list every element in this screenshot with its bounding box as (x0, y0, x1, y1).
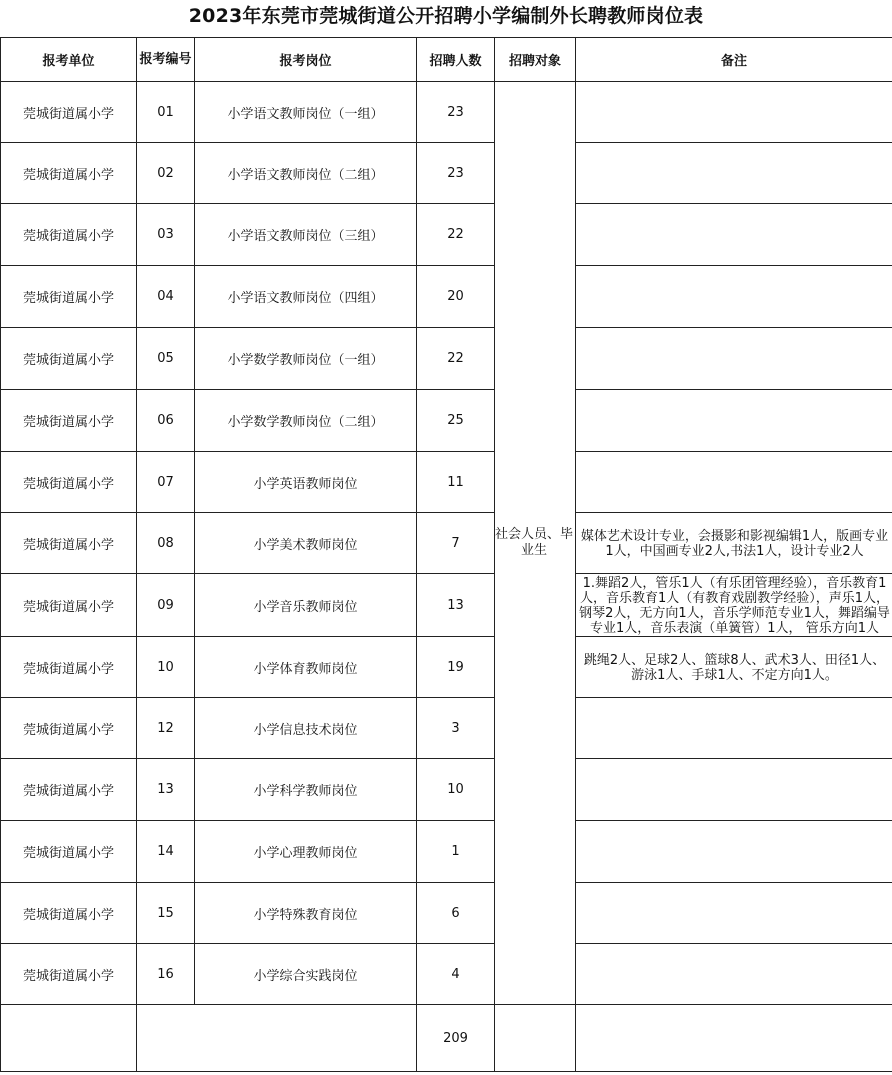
table-row (1, 266, 892, 328)
total-cell-unit (1, 1005, 137, 1072)
cell-remark (576, 821, 892, 883)
cell-remark (576, 82, 892, 143)
table-row (1, 637, 892, 698)
cell-code: 10 (137, 637, 195, 698)
cell-unit: 莞城街道属小学 (1, 390, 137, 452)
cell-unit: 莞城街道属小学 (1, 204, 137, 266)
table-row (1, 883, 892, 944)
cell-remark (576, 328, 892, 390)
cell-unit: 莞城街道属小学 (1, 637, 137, 698)
cell-remark (576, 266, 892, 328)
table-body (1, 82, 892, 1072)
cell-code: 14 (137, 821, 195, 883)
cell-unit: 莞城街道属小学 (1, 759, 137, 821)
cell-count: 23 (417, 143, 495, 204)
cell-code: 08 (137, 513, 195, 574)
cell-unit: 莞城街道属小学 (1, 944, 137, 1005)
cell-remark (576, 698, 892, 759)
cell-unit: 莞城街道属小学 (1, 821, 137, 883)
table-row (1, 204, 892, 266)
cell-count: 22 (417, 204, 495, 266)
positions-table (0, 37, 892, 1072)
table-row (1, 328, 892, 390)
table-row (1, 574, 892, 637)
cell-position: 小学语文教师岗位（三组） (195, 204, 417, 266)
cell-position: 小学科学教师岗位 (195, 759, 417, 821)
header-remarks: 备注 (576, 38, 892, 82)
cell-remark: 1.舞蹈2人，管乐1人（有乐团管理经验），音乐教育1人，音乐教育1人（有教育戏剧教学经验），声乐1人，钢琴2人，无方向1人，音乐学师范专业1人，舞蹈编导专业1人，音乐表演（单簧管）1人， 管乐方向1人 (576, 574, 892, 637)
cell-unit: 莞城街道属小学 (1, 143, 137, 204)
cell-remark: 媒体艺术设计专业，会摄影和影视编辑1人，版画专业1人，中国画专业2人,书法1人，设计专业2人 (576, 513, 892, 574)
cell-count: 23 (417, 82, 495, 143)
cell-count: 20 (417, 266, 495, 328)
cell-position: 小学音乐教师岗位 (195, 574, 417, 637)
table-row (1, 143, 892, 204)
header-count: 招聘人数 (417, 38, 495, 82)
cell-position: 小学语文教师岗位（一组） (195, 82, 417, 143)
cell-position: 小学信息技术岗位 (195, 698, 417, 759)
cell-position: 小学体育教师岗位 (195, 637, 417, 698)
cell-code: 01 (137, 82, 195, 143)
header-code: 报考编号 (137, 38, 195, 82)
cell-position: 小学英语教师岗位 (195, 452, 417, 513)
cell-position: 小学特殊教育岗位 (195, 883, 417, 944)
header-position: 报考岗位 (195, 38, 417, 82)
cell-count: 19 (417, 637, 495, 698)
cell-unit: 莞城街道属小学 (1, 82, 137, 143)
cell-position: 小学美术教师岗位 (195, 513, 417, 574)
table-row (1, 698, 892, 759)
cell-remark: 跳绳2人、足球2人、篮球8人、武术3人、田径1人、游泳1人、手球1人、不定方向1人。 (576, 637, 892, 698)
cell-count: 7 (417, 513, 495, 574)
table-row (1, 82, 892, 143)
cell-count: 22 (417, 328, 495, 390)
cell-remark (576, 390, 892, 452)
header-unit: 报考单位 (1, 38, 137, 82)
cell-position: 小学数学教师岗位（二组） (195, 390, 417, 452)
cell-code: 07 (137, 452, 195, 513)
cell-count: 25 (417, 390, 495, 452)
total-cell-target (495, 1005, 576, 1072)
cell-remark (576, 944, 892, 1005)
table-row (1, 821, 892, 883)
total-cell-code-position (137, 1005, 417, 1072)
table-row (1, 759, 892, 821)
cell-count: 10 (417, 759, 495, 821)
cell-position: 小学心理教师岗位 (195, 821, 417, 883)
cell-position: 小学数学教师岗位（一组） (195, 328, 417, 390)
cell-code: 16 (137, 944, 195, 1005)
header-target: 招聘对象 (495, 38, 576, 82)
page-title: 2023年东莞市莞城街道公开招聘小学编制外长聘教师岗位表 (188, 5, 704, 27)
total-cell-remark (576, 1005, 892, 1072)
cell-code: 13 (137, 759, 195, 821)
cell-target: 社会人员、毕业生 (495, 82, 576, 1005)
cell-code: 03 (137, 204, 195, 266)
cell-code: 04 (137, 266, 195, 328)
header-row (1, 38, 892, 82)
cell-unit: 莞城街道属小学 (1, 574, 137, 637)
cell-code: 06 (137, 390, 195, 452)
cell-code: 15 (137, 883, 195, 944)
cell-count: 11 (417, 452, 495, 513)
table-row (1, 390, 892, 452)
cell-code: 02 (137, 143, 195, 204)
cell-unit: 莞城街道属小学 (1, 883, 137, 944)
total-row (1, 1005, 892, 1072)
table-row (1, 452, 892, 513)
cell-count: 6 (417, 883, 495, 944)
cell-count: 3 (417, 698, 495, 759)
cell-position: 小学语文教师岗位（二组） (195, 143, 417, 204)
cell-remark (576, 204, 892, 266)
cell-remark (576, 759, 892, 821)
cell-count: 13 (417, 574, 495, 637)
cell-code: 05 (137, 328, 195, 390)
cell-unit: 莞城街道属小学 (1, 266, 137, 328)
cell-unit: 莞城街道属小学 (1, 452, 137, 513)
cell-code: 12 (137, 698, 195, 759)
cell-position: 小学语文教师岗位（四组） (195, 266, 417, 328)
cell-code: 09 (137, 574, 195, 637)
cell-count: 1 (417, 821, 495, 883)
total-cell-count: 209 (417, 1005, 495, 1072)
cell-unit: 莞城街道属小学 (1, 698, 137, 759)
cell-remark (576, 143, 892, 204)
cell-count: 4 (417, 944, 495, 1005)
table-row (1, 513, 892, 574)
cell-unit: 莞城街道属小学 (1, 328, 137, 390)
cell-remark (576, 452, 892, 513)
cell-position: 小学综合实践岗位 (195, 944, 417, 1005)
table-row (1, 944, 892, 1005)
cell-unit: 莞城街道属小学 (1, 513, 137, 574)
cell-remark (576, 883, 892, 944)
